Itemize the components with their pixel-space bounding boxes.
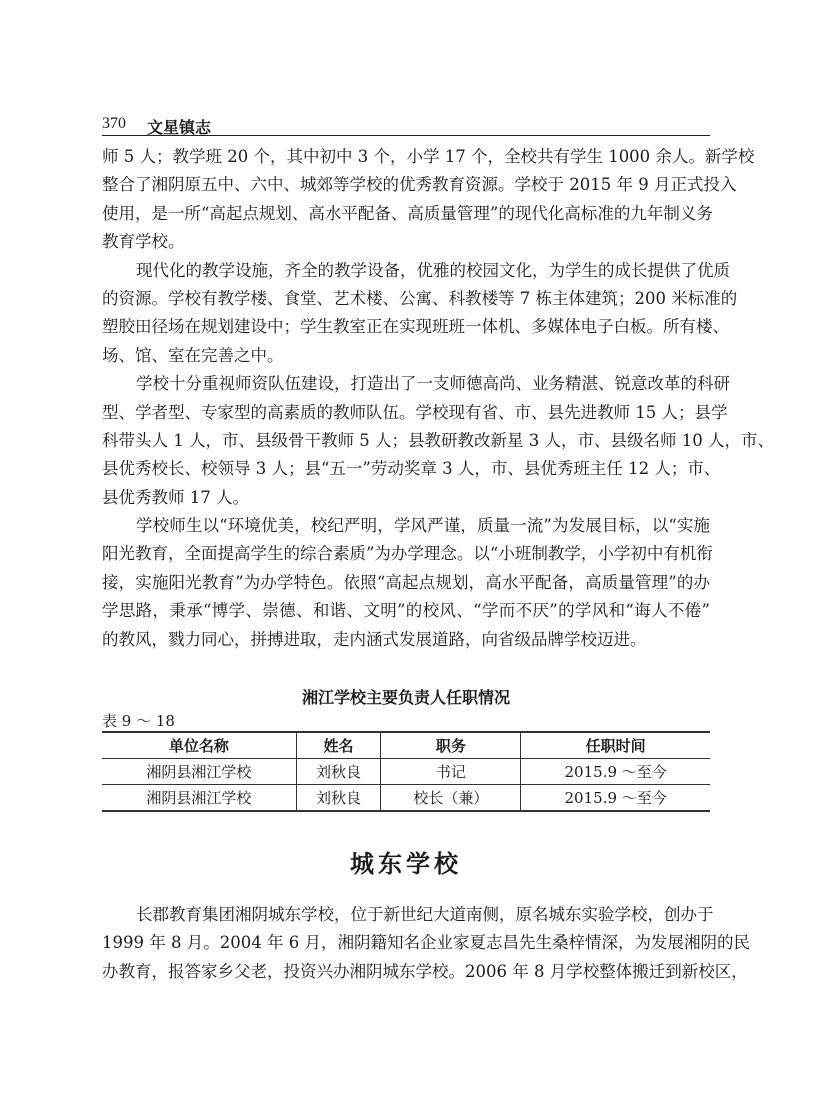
text-line: 使用，是一所“高起点规划、高水平配备、高质量管理”的现代化高标准的九年制义务 [102, 203, 713, 223]
section-heading: 城东学校 [350, 850, 462, 878]
text-line: 型、学者型、专家型的高素质的教师队伍。学校现有省、市、县先进教师 15 人；县学 [102, 402, 728, 422]
text-line: 接，实施阳光教育”为办学特色。依照“高起点规划，高水平配备，高质量管理”的办 [102, 572, 710, 592]
section-paragraph [102, 901, 750, 986]
running-header [102, 115, 710, 136]
column-header: 任职时间 [521, 732, 710, 759]
table-cell: 湘阴县湘江学校 [102, 785, 296, 812]
text-line: 的资源。学校有教学楼、食堂、艺术楼、公寓、科教楼等 7 栋主体建筑；200 米标准的 [102, 288, 738, 308]
table-label: 表 9 ～ 18 [102, 712, 175, 730]
table-cell: 湘阴县湘江学校 [102, 759, 296, 785]
text-line: 师 5 人；教学班 20 个，其中初中 3 个，小学 17 个，全校共有学生 1000 余人。新学校 [102, 147, 755, 166]
table-row [102, 785, 710, 812]
text-line: 的教风，戮力同心，拼搏进取，走内涵式发展道路，向省级品牌学校迈进。 [102, 629, 647, 649]
table-cell: 校长（兼） [381, 785, 521, 812]
text-line: 阳光教育，全面提高学生的综合素质”为办学理念。以“小班制教学，小学初中有机衔 [102, 544, 713, 564]
body-text [102, 143, 774, 654]
text-line: 科带头人 1 人，市、县级骨干教师 5 人；县教研教改新星 3 人，市、县级名师 10 人，市、 [102, 430, 774, 450]
book-title: 文星镇志 [147, 118, 212, 137]
text-line: 县优秀校长、校领导 3 人；县“五一”劳动奖章 3 人，市、县优秀班主任 12 人；市、 [102, 459, 721, 479]
paragraph [102, 370, 774, 512]
text-line: 长郡教育集团湘阴城东学校，位于新世纪大道南侧，原名城东实验学校，创办于 [136, 905, 714, 924]
text-line: 塑胶田径场在规划建设中；学生教室正在实现班班一体机、多媒体电子白板。所有楼、 [102, 317, 729, 337]
text-line: 场、馆、室在完善之中。 [102, 345, 284, 365]
text-line: 整合了湘阴原五中、六中、城郊等学校的优秀教育资源。学校于 2015 年 9 月正式投入 [102, 175, 737, 195]
page-number: 370 [102, 115, 126, 132]
table-header-row [102, 732, 710, 759]
paragraph [102, 257, 738, 371]
text-line: 1999 年 8 月。2004 年 6 月，湘阴籍知名企业家夏志昌先生桑梓情深，为发展湘阴的民 [102, 933, 750, 953]
column-header: 姓名 [296, 732, 381, 759]
text-line: 学校十分重视师资队伍建设，打造出了一支师德高尚、业务精湛、锐意改革的科研 [136, 374, 730, 394]
table-cell: 刘秋良 [296, 785, 381, 812]
table-cell: 2015.9 ～至今 [521, 785, 710, 812]
text-line: 教育学校。 [102, 232, 185, 252]
table-title: 湘江学校主要负责人任职情况 [301, 688, 510, 707]
paragraph [102, 143, 755, 257]
text-line: 县优秀教师 17 人。 [102, 487, 249, 507]
column-header: 职务 [381, 732, 521, 759]
table-cell: 书记 [381, 759, 521, 785]
text-line: 学校师生以“环境优美，校纪严明，学风严谨，质量一流”为发展目标，以“实施 [136, 516, 710, 536]
text-line: 现代化的教学设施，齐全的教学设备，优雅的校园文化，为学生的成长提供了优质 [136, 260, 730, 280]
table-cell: 2015.9 ～至今 [521, 759, 710, 785]
leadership-table [102, 731, 710, 812]
text-line: 办教育，报答家乡父老，投资兴办湘阴城东学校。2006 年 8 月学校整体搬迁到新校区， [102, 961, 748, 981]
table-cell: 刘秋良 [296, 759, 381, 785]
column-header: 单位名称 [102, 732, 296, 759]
table-row [102, 759, 710, 785]
paragraph [102, 512, 713, 654]
text-line: 学思路，秉承“博学、崇德、和谐、文明”的校风、“学而不厌”的学风和“诲人不倦” [102, 601, 710, 621]
